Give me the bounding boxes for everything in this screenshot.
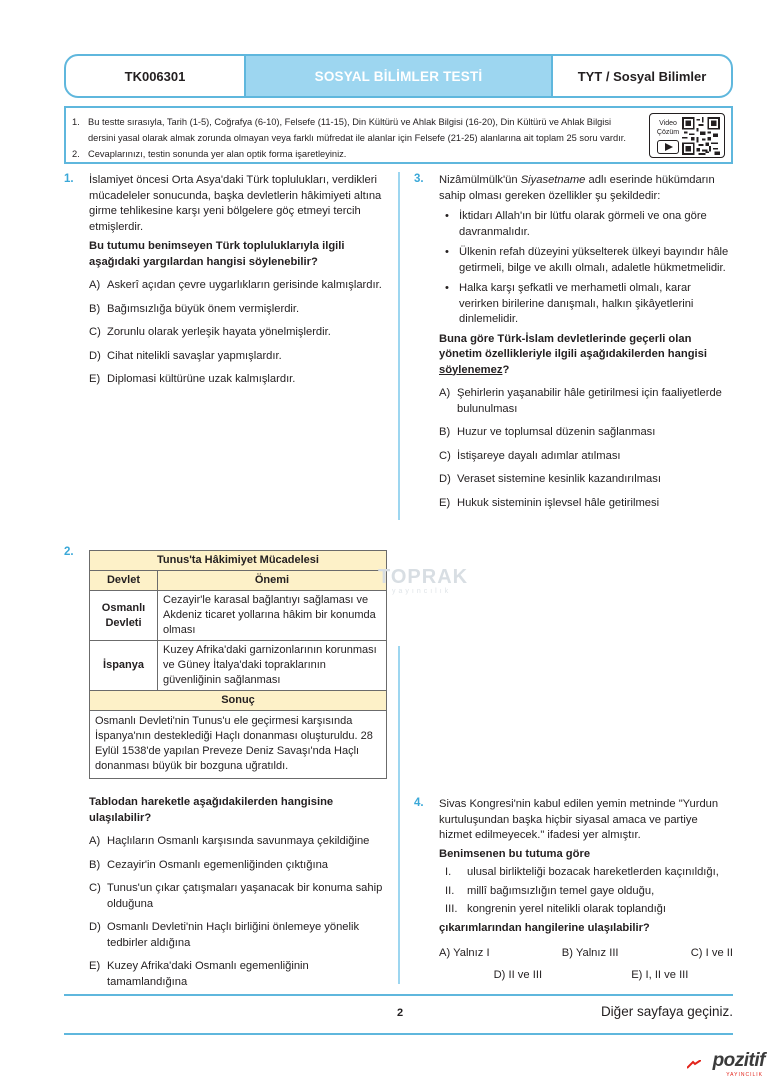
question-stem: Bu tutumu benimseyen Türk topluluklarıyla ilgili aşağıdaki yargılardan hangisi söylenebilir? xyxy=(89,240,345,268)
answer-option[interactable]: E) Hukuk sisteminin işlevsel hâle getirilmesi xyxy=(439,496,660,509)
question-text: Nizâmülmülk'ün Siyasetname adlı eserinde hükümdarın sahip olması gereken özellikler şu şekildedir: xyxy=(439,174,715,202)
history-table xyxy=(89,550,387,779)
instructions-box: 1. Bu testte sırasıyla, Tarih (1-5), Coğrafya (6-10), Felsefe (11-15), Din Kültürü ve Ahlak Bilgisi (16-20), Din Kültürü ve Ahlak Bilgisi dersini yasal olarak almak zorunda olmayan veya farklı müfredat ile alanlar için Felsefe (21-25) alanlarına ait toplam 25 soru vardır. 2. Cevaplarınızı, testin sonunda yer alan optik forma işaretleyiniz. Video Çözüm xyxy=(64,106,733,164)
answer-option[interactable]: A) Yalnız I xyxy=(439,947,490,959)
answer-option[interactable]: A) Askerî açıdan çevre uygarlıkların gerisinde kalmışlardır. xyxy=(89,279,382,291)
question-stem: Buna göre Türk-İslam devletlerinde geçerli olan yönetim özellikleriyle ilgili aşağıdakilerden hangisi söylenemez? xyxy=(439,332,707,376)
footer-line xyxy=(64,994,733,996)
play-icon[interactable] xyxy=(657,140,679,154)
statement: I. ulusal birlikteliği bozacak hareketlerden kaçınıldığı, xyxy=(445,866,719,878)
answer-option[interactable]: A) Şehirlerin yaşanabilir hâle getirilmesi için faaliyetlerde bulunulması xyxy=(439,387,722,415)
table-cell-importance: Cezayir'le karasal bağlantıyı sağlaması ve Akdeniz ticaret yollarına hâkim bir konumda olması xyxy=(158,591,387,641)
publisher-watermark-sub: yayıncılık xyxy=(392,588,452,595)
question-number: 1. xyxy=(64,173,74,185)
next-page-note: Diğer sayfaya geçiniz. xyxy=(600,1004,733,1019)
brand-mark-icon xyxy=(687,1060,701,1070)
question-1 xyxy=(89,173,385,388)
answer-option[interactable]: B) Yalnız III xyxy=(561,947,619,959)
publisher-watermark: TOPRAK xyxy=(378,566,469,588)
table-result-text: Osmanlı Devleti'nin Tunus'u ele geçirmesi karşısında İspanya'nın desteklediği Haçlı donanması oluşturuldu. 28 Eylül 1538'de yapılan Preveze Deniz Savaşı'nda Haçlı donanması büyük bir bozguna uğratıldı. xyxy=(90,711,387,779)
test-code: TK006301 xyxy=(66,56,246,96)
answer-option[interactable]: C) İstişareye dayalı adımlar atılması xyxy=(439,449,621,462)
answer-option[interactable]: D) Veraset sistemine kesinlik kazandırılması xyxy=(439,473,661,485)
page-number: 2 xyxy=(396,1007,404,1019)
statement: II. millî bağımsızlığın temel gaye olduğu, xyxy=(445,884,655,897)
answer-option[interactable]: C) Zorunlu olarak yerleşik hayata yönelmişlerdir. xyxy=(89,326,331,338)
column-divider xyxy=(398,646,400,984)
answer-option[interactable]: E) Kuzey Afrika'daki Osmanlı egemenliğinin tamamlandığına xyxy=(89,960,309,988)
question-text: İslamiyet öncesi Orta Asya'daki Türk toplulukları, verdikleri mücadeleler sonucunda, başka devletlerin hâkimiyeti altına girme tehlikesine karşı yeni bölgelere göç etmeyi tercih etmişlerdir. xyxy=(89,174,382,233)
publisher-logo-sub: YAYINCILIK xyxy=(726,1072,763,1078)
answer-option[interactable]: B) Huzur ve toplumsal düzenin sağlanması xyxy=(439,426,656,438)
publisher-logo: pozitif xyxy=(712,1050,765,1071)
bullet-item: • Ülkenin refah düzeyini yükselterek ülkeyi bayındır hâle getirmeli, bilge ve akıllı olmalı, adaletle hükmetmelidir. xyxy=(445,246,729,274)
table-cell-state: Osmanlı Devleti xyxy=(90,591,158,641)
test-header xyxy=(64,54,733,98)
table-header-importance: Önemi xyxy=(158,571,387,591)
table-result-header: Sonuç xyxy=(90,691,387,711)
statement: III. kongrenin yerel nitelikli olarak toplandığı xyxy=(445,903,667,915)
answer-option[interactable]: C) I ve II xyxy=(690,947,733,959)
exam-name: TYT / Sosyal Bilimler xyxy=(551,56,731,96)
answer-option[interactable]: E) I, II ve III xyxy=(631,968,689,981)
question-4 xyxy=(439,797,733,983)
question-3 xyxy=(439,173,733,511)
answer-option[interactable]: C) Tunus'un çıkar çatışmaları yaşanacak bir konuma sahip olduğuna xyxy=(89,882,383,910)
answer-option[interactable]: B) Cezayir'in Osmanlı egemenliğinden çıktığına xyxy=(89,858,329,871)
answer-option[interactable]: A) Haçlıların Osmanlı karşısında savunmaya çekildiğine xyxy=(89,835,370,847)
instruction-2: 2. Cevaplarınızı, testin sonunda yer alan optik forma işaretleyiniz. xyxy=(72,149,347,159)
table-title: Tunus'ta Hâkimiyet Mücadelesi xyxy=(90,551,387,571)
question-stem: çıkarımlarından hangilerine ulaşılabilir? xyxy=(439,921,650,934)
video-solution-button[interactable] xyxy=(649,113,725,158)
answer-option[interactable]: E) Diplomasi kültürüne uzak kalmışlardır. xyxy=(89,373,296,385)
question-number: 4. xyxy=(414,797,424,809)
qr-code-icon[interactable] xyxy=(682,117,720,155)
answer-option[interactable]: D) Cihat nitelikli savaşlar yapmışlardır. xyxy=(89,349,282,362)
answer-option[interactable]: D) Osmanlı Devleti'nin Haçlı birliğini önlemeye yönelik tedbirler aldığına xyxy=(89,921,360,949)
table-cell-state: İspanya xyxy=(90,641,158,691)
column-divider xyxy=(398,172,400,520)
question-2 xyxy=(89,795,385,990)
footer-line xyxy=(64,1033,733,1035)
table-header-state: Devlet xyxy=(90,571,158,591)
question-stem: Benimsenen bu tutuma göre xyxy=(439,847,591,860)
video-solution-label: Video Çözüm xyxy=(656,120,680,136)
question-number: 2. xyxy=(64,546,74,558)
instruction-1: 1. Bu testte sırasıyla, Tarih (1-5), Coğrafya (6-10), Felsefe (11-15), Din Kültürü ve Ahlak Bilgisi (16-20), Din Kültürü ve Ahlak Bilgisi xyxy=(72,117,612,127)
answer-option[interactable]: B) Bağımsızlığa büyük önem vermişlerdir. xyxy=(89,302,300,315)
question-stem: Tablodan hareketle aşağıdakilerden hangisine ulaşılabilir? xyxy=(89,796,334,824)
question-text: Sivas Kongresi'nin kabul edilen yemin metninde "Yurdun kurtuluşundan başka hiçbir siyasal amaca ve partiye hizmet edilmeyecek." ifadesi yer almıştır. xyxy=(439,798,719,841)
test-title: SOSYAL BİLİMLER TESTİ xyxy=(246,56,551,96)
question-number: 3. xyxy=(414,173,424,185)
answer-option[interactable]: D) II ve III xyxy=(493,968,543,981)
bullet-item: • Halka karşı şefkatli ve merhametli olmalı, karar verirken birilerine danışmalı, halkın şikâyetlerini dinlemelidir. xyxy=(445,282,694,325)
bullet-item: • İktidarı Allah'ın bir lütfu olarak görmeli ve ona göre davranmalıdır. xyxy=(445,210,707,238)
table-cell-importance: Kuzey Afrika'daki garnizonlarının korunması ve Güney İtalya'daki topraklarının güvenliğinin sağlanması xyxy=(158,641,387,691)
